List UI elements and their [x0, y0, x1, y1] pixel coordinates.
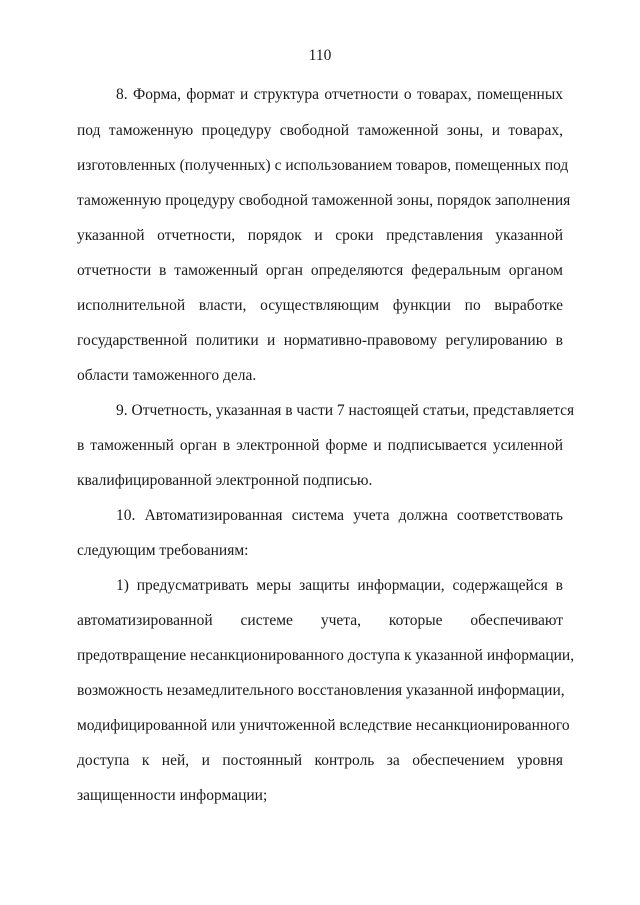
paragraph-9-line: 9. Отчетность, указанная в части 7 настоящей статьи, представляется: [116, 402, 575, 419]
list-item-1-line: модифицированной или уничтоженной вследствие несанкционированного: [77, 717, 570, 734]
paragraph-10-line: 10. Автоматизированная система учета должна соответствовать: [116, 507, 563, 524]
list-item-1-line: автоматизированной системе учета, которые обеспечивают: [77, 612, 563, 629]
list-item-1-line: 1) предусматривать меры защиты информации, содержащейся в: [116, 577, 563, 594]
list-item-1-line: предотвращение несанкционированного доступа к указанной информации,: [77, 647, 575, 664]
paragraph-8-line: исполнительной власти, осуществляющим функции по выработке: [77, 297, 563, 314]
list-item-1-line: доступа к ней, и постоянный контроль за обеспечением уровня: [77, 752, 563, 769]
paragraph-9-line: в таможенный орган в электронной форме и подписывается усиленной: [77, 437, 563, 454]
paragraph-8-line: изготовленных (полученных) с использованием товаров, помещенных под: [77, 157, 569, 174]
paragraph-8-line: области таможенного дела.: [77, 367, 257, 384]
paragraph-8-line: указанной отчетности, порядок и сроки представления указанной: [77, 227, 563, 244]
paragraph-8-line: отчетности в таможенный орган определяются федеральным органом: [77, 262, 563, 279]
list-item-1-line: возможность незамедлительного восстановления указанной информации,: [77, 682, 565, 699]
paragraph-8-line: государственной политики и нормативно-правовому регулированию в: [77, 332, 563, 349]
list-item-1-line: защищенности информации;: [77, 787, 268, 804]
paragraph-9-line: квалифицированной электронной подписью.: [77, 472, 373, 489]
paragraph-8-line: под таможенную процедуру свободной таможенной зоны, и товарах,: [77, 122, 563, 139]
page-number: 110: [308, 47, 332, 64]
paragraph-8-line: 8. Форма, формат и структура отчетности о товарах, помещенных: [116, 86, 563, 103]
paragraph-8-line: таможенную процедуру свободной таможенной зоны, порядок заполнения: [77, 192, 571, 209]
paragraph-10-line: следующим требованиям:: [77, 542, 249, 559]
